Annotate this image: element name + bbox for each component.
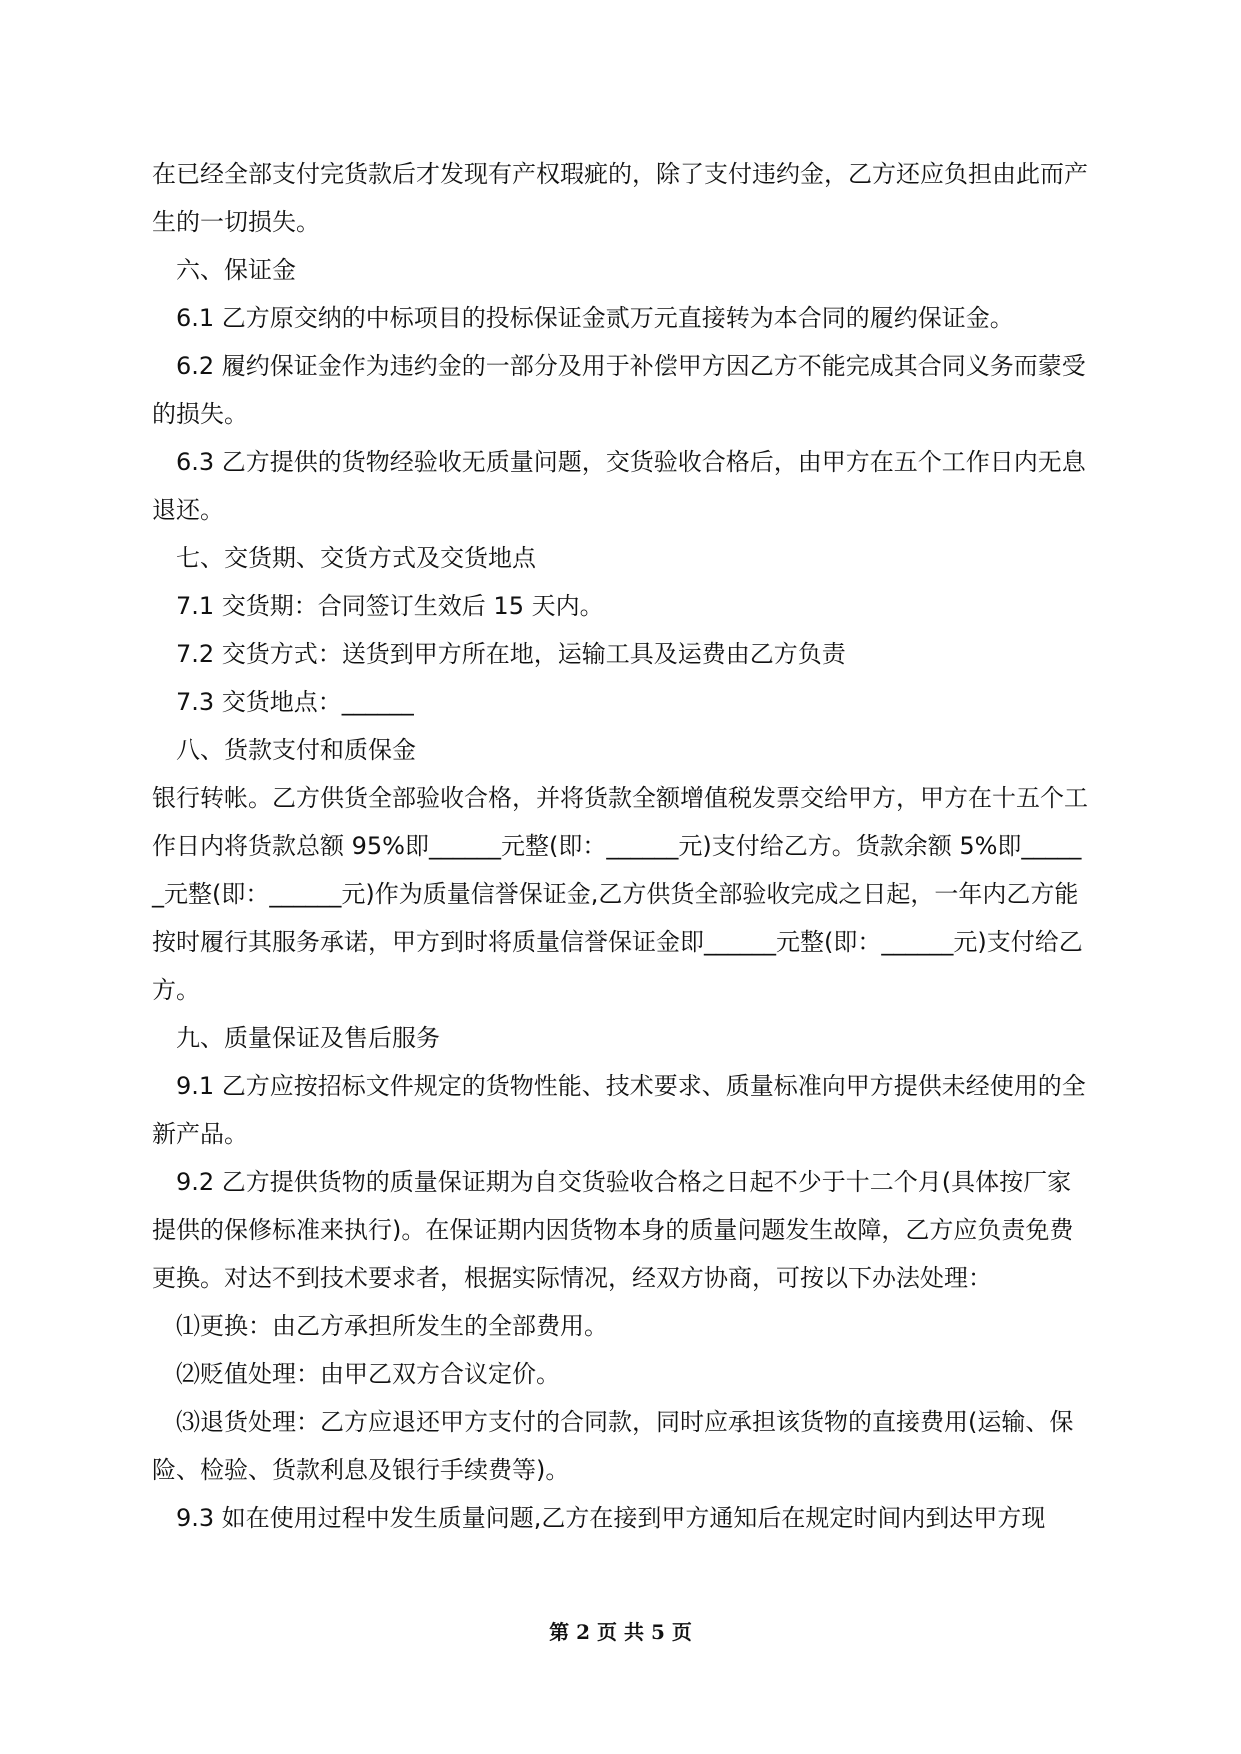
section-heading: 七、交货期、交货方式及交货地点: [176, 544, 536, 572]
list-item: ⑵贬值处理：由甲乙双方合议定价。: [176, 1360, 560, 1388]
paragraph: 9.1 乙方应按招标文件规定的货物性能、技术要求、质量标准向甲方提供未经使用的全新产品。: [152, 1072, 1086, 1148]
list-item: ⑶退货处理：乙方应退还甲方支付的合同款，同时应承担该货物的直接费用(运输、保险、检验、货款利息及银行手续费等)。: [152, 1408, 1074, 1484]
paragraph: 9.2 乙方提供货物的质量保证期为自交货验收合格之日起不少于十二个月(具体按厂家提供的保修标准来执行)。在保证期内因货物本身的质量问题发生故障，乙方应负责免费更换。对达不到技术要求者，根据实际情况，经双方协商，可按以下办法处理：: [152, 1168, 1074, 1292]
section-heading: 八、货款支付和质保金: [176, 736, 416, 764]
paragraph: 在已经全部支付完货款后才发现有产权瑕疵的，除了支付违约金，乙方还应负担由此而产生的一切损失。: [152, 160, 1088, 236]
paragraph: 9.3 如在使用过程中发生质量问题,乙方在接到甲方通知后在规定时间内到达甲方现: [176, 1504, 1046, 1532]
page-number-footer: 第 2 页 共 5 页: [549, 1620, 692, 1644]
paragraph: 银行转帐。乙方供货全部验收合格，并将货款全额增值税发票交给甲方，甲方在十五个工作日内将货款总额 95%即______元整(即：______元)支付给乙方。货款余额 5%即______元整(即：______元)作为质量信誉保证金,乙方供货全部验收完成之日起，一年内乙方能按时履行其服务承诺，甲方到时将质量信誉保证金即______元整(即：______元)支付给乙方。: [152, 784, 1088, 1004]
paragraph: 6.1 乙方原交纳的中标项目的投标保证金贰万元直接转为本合同的履约保证金。: [176, 304, 1014, 332]
paragraph: 6.3 乙方提供的货物经验收无质量问题，交货验收合格后，由甲方在五个工作日内无息退还。: [152, 448, 1086, 524]
list-item: ⑴更换：由乙方承担所发生的全部费用。: [176, 1312, 608, 1340]
paragraph: 7.1 交货期：合同签订生效后 15 天内。: [176, 592, 604, 620]
paragraph: 7.2 交货方式：送货到甲方所在地，运输工具及运费由乙方负责: [176, 640, 846, 668]
section-heading: 六、保证金: [176, 256, 296, 284]
paragraph: 7.3 交货地点：______: [176, 688, 414, 716]
section-heading: 九、质量保证及售后服务: [176, 1024, 440, 1052]
document-body: [152, 150, 1092, 1542]
paragraph: 6.2 履约保证金作为违约金的一部分及用于补偿甲方因乙方不能完成其合同义务而蒙受的损失。: [152, 352, 1086, 428]
